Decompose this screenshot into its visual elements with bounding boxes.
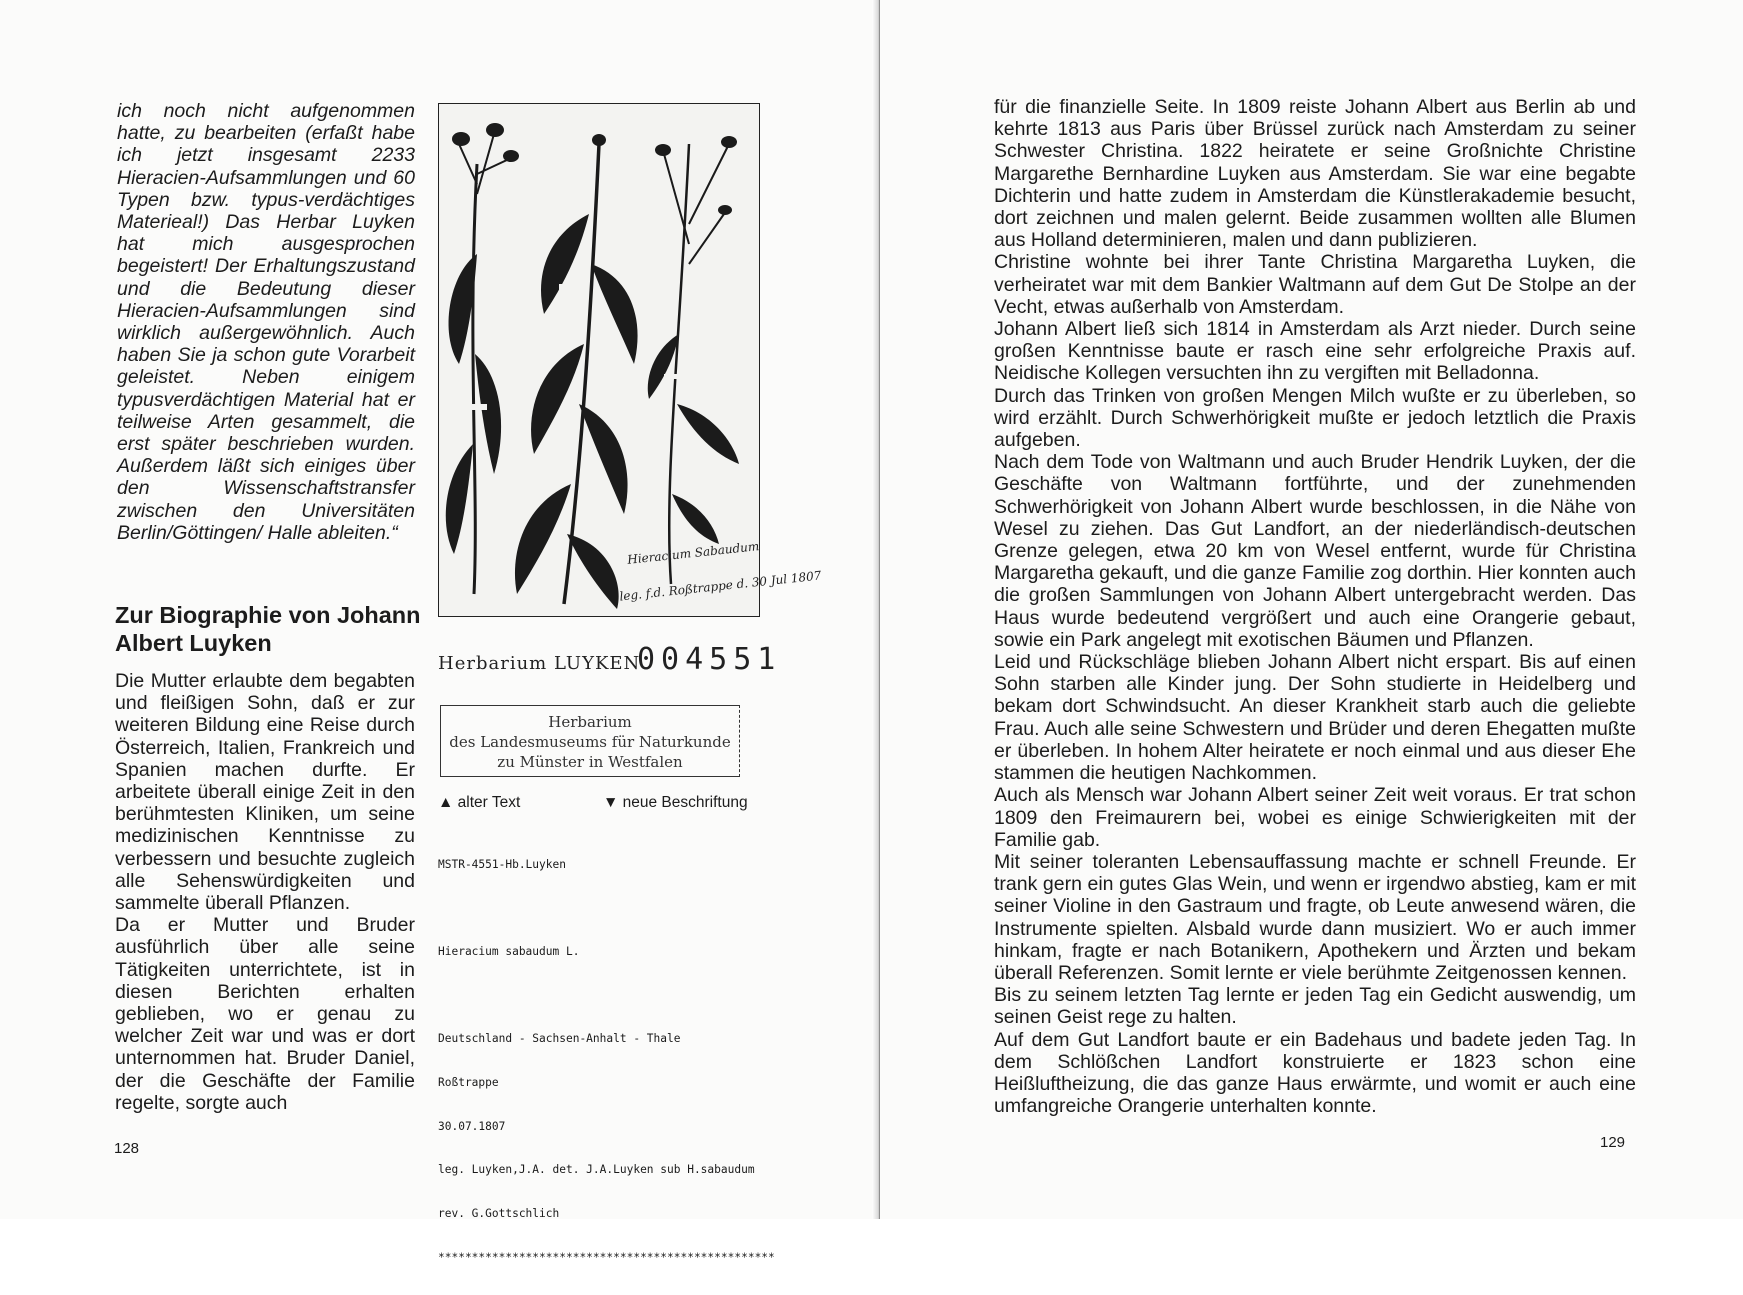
- page-number-right: 129: [1600, 1134, 1626, 1151]
- specimen-label: [438, 829, 775, 1295]
- page-number-left: 128: [114, 1140, 140, 1157]
- legend-new-label: ▼ neue Beschriftung: [603, 794, 748, 811]
- paragraph: Bis zu seinem letzten Tag lernte er jeden Tag ein Gedicht auswendig, um seinen Geist rege zu halten.: [994, 984, 1636, 1029]
- paragraph: Johann Albert ließ sich 1814 in Amsterdam als Arzt nieder. Durch seine großen Kenntnisse baute er rasch eine sehr erfolgreiche Praxis auf. Neidische Kollegen versuchten ihn zu vergiften mit Belladonna.: [994, 318, 1636, 385]
- label-locality: Deutschland - Sachsen-Anhalt - Thale: [438, 1032, 681, 1046]
- paragraph: Leid und Rückschläge blieben Johann Albert nicht erspart. Bis auf einen Sohn starben alle Kinder jung. Der Sohn studierte in Heidelberg und bekam dort Schwindsucht. An dieser Krankheit starb auch die geliebte Frau. Auch alle seine Schwestern und Brüder und deren Ehegatten mußte er überleben. In hohem Alter heiratete er noch einmal und aus dieser Ehe stammen die heutigen Nachkommen.: [994, 651, 1636, 785]
- herbarium-stamp-number: 004551: [637, 642, 782, 677]
- museum-stamp-line: Herbarium: [548, 713, 632, 731]
- legend-old-text: ▲ alter Text: [438, 794, 521, 811]
- label-date: 30.07.1807: [438, 1119, 506, 1133]
- label-reviser: rev. G.Gottschlich: [438, 1207, 560, 1221]
- section-heading: Zur Biographie von Johann Albert Luyken: [115, 602, 421, 656]
- label-separator: **************************************************: [438, 1251, 775, 1265]
- museum-stamp-line: des Landesmuseums für Naturkunde: [449, 733, 731, 751]
- paragraph: Die Mutter erlaubte dem begabten und fleißigen Sohn, daß er zur weiteren Bildung eine Reise durch Österreich, Italien, Frankreich und Spanien machen durfte. Er arbeitete überall einige Zeit in den berühmtesten Kliniken, um seine medizinischen Kenntnisse zu verbessern und besuchte zugleich alle Sehenswürdigkeiten und sammelte überall Pflanzen.: [115, 670, 415, 915]
- paragraph: Auf dem Gut Landfort baute er ein Badehaus und badete jeden Tag. In dem Schlößchen Landfort konstruierte er 1823 schon eine Heißluftheizung, die das ganze Haus erwärmte, und womit er auch eine umfangreiche Orangerie unterhalten konnte.: [994, 1028, 1636, 1118]
- sheet-handwritten-note: Hieracium Sabaudum: [626, 539, 760, 567]
- paragraph: für die finanzielle Seite. In 1809 reiste Johann Albert aus Berlin ab und kehrte 1813 aus Paris über Brüssel zurück nach Amsterdam zu seiner Schwester Christina. 1822 heiratete er seine Großnichte Christine Margarethe Bernhardine Luyken aus Amsterdam. Sie war eine begabte Dichterin und hatte zudem in Amsterdam die Künstlerakademie besucht, dort zeichnen und malen gelernt. Beide zusammen wollten alle Blumen aus Holland determinieren, malen und dann publizieren.: [994, 96, 1636, 252]
- paragraph: Christine wohnte bei ihrer Tante Christina Margaretha Luyken, die verheiratet war mit dem Bankier Waltmann auf dem Gut De Stolpe an der Vecht, etwas außerhalb von Amsterdam.: [994, 251, 1636, 318]
- paragraph: Nach dem Tode von Waltmann und auch Bruder Hendrik Luyken, der die Geschäfte von Waltmann fortführte, und der zunehmenden Schwerhörigkeit von Johann Albert wurde beschlossen, in die Nähe von Wesel zu ziehen. Das Gut Landfort, an der niederländisch-deutschen Grenze gelegen, etwa 20 km von Wesel entfernt, wurde für Christina Margaretha gekauft, und die ganze Familie zog dorthin. Hier konnten auch die großen Sammlungen von Johann Albert untergebracht werden. Das Haus wurde bedeutend vergrößert und auch eine Orangerie gebaut, sowie ein Park angelegt mit exotischen Bäumen und Pflanzen.: [994, 451, 1636, 651]
- paragraph: Da er Mutter und Bruder ausführlich über alle seine Tätigkeiten unterrichtete, ist in diesen Berichten erhalten geblieben, wo er genau zu welcher Zeit war und was er dort unternommen hat. Bruder Daniel, der die Geschäfte der Familie regelte, sorgte auch: [115, 914, 415, 1114]
- paragraph: Auch als Mensch war Johann Albert seiner Zeit weit voraus. Er trat schon 1809 den Freimaurern bei, wobei es einige Schwierigkeiten mit der Familie gab.: [994, 784, 1636, 851]
- plant-illustration: [439, 104, 759, 616]
- paragraph: Durch das Trinken von großen Mengen Milch wußte er zu überleben, so wird erzählt. Durch Schwerhörigkeit mußte er jedoch letztlich die Praxis aufgeben.: [994, 384, 1636, 452]
- herbarium-stamp-label: Herbarium LUYKEN: [438, 653, 641, 674]
- label-species: Hieracium sabaudum L.: [438, 945, 580, 959]
- italic-quote: ich noch nicht aufgenommen hatte, zu bearbeiten (erfaßt habe ich jetzt insgesamt 2233 Hieracien-Aufsammlungen und 60 Typen bzw. typus-verdächtiges Materieal!) Das Herbar Luyken hat mich ausgesprochen begeistert! Der Erhaltungszustand und die Bedeutung dieser Hieracien-Aufsammlungen sind wirklich außergewöhnlich. Auch haben Sie ja schon gute Vorarbeit geleistet. Neben einigem typusverdächtigen Material hat er teilweise Arten gesammelt, die erst später beschrieben wurden. Außerdem läßt sich einiges über den Wissenschaftstransfer zwischen den Universitäten Berlin/Göttingen/ Halle ableiten.“: [117, 100, 415, 544]
- herbarium-specimen-image: [438, 103, 822, 617]
- left-page: [0, 0, 880, 1265]
- museum-stamp-line: zu Münster in Westfalen: [497, 753, 683, 771]
- italic-quote-column: [117, 100, 415, 544]
- left-body-column: [115, 670, 415, 1114]
- right-page: [880, 0, 1743, 1219]
- label-collector: leg. Luyken,J.A. det. J.A.Luyken sub H.sabaudum: [438, 1163, 755, 1177]
- paragraph: Mit seiner toleranten Lebensauffassung machte er schnell Freunde. Er trank gern ein gutes Glas Wein, und wenn er irgendwo abstieg, kam er mit seiner Violine in den Gastraum und fragte, ob Leute anwesend wären, die Instrumente spielten. Alsbald wurde dann musiziert. Wo er auch immer hinkam, fragte er nach Botanikern, Apothekern und Ärzten und bekam überall Referenzen. Somit lernte er viele berühmte Zeitgenossen kennen.: [994, 850, 1636, 984]
- museum-stamp: [440, 705, 740, 777]
- right-body-column: [994, 96, 1636, 1117]
- label-id: MSTR-4551-Hb.Luyken: [438, 858, 566, 872]
- label-locality: Roßtrappe: [438, 1075, 499, 1089]
- sheet-handwritten-note: leg. f.d. Roßtrappe d. 30 Jul 1807: [618, 568, 822, 604]
